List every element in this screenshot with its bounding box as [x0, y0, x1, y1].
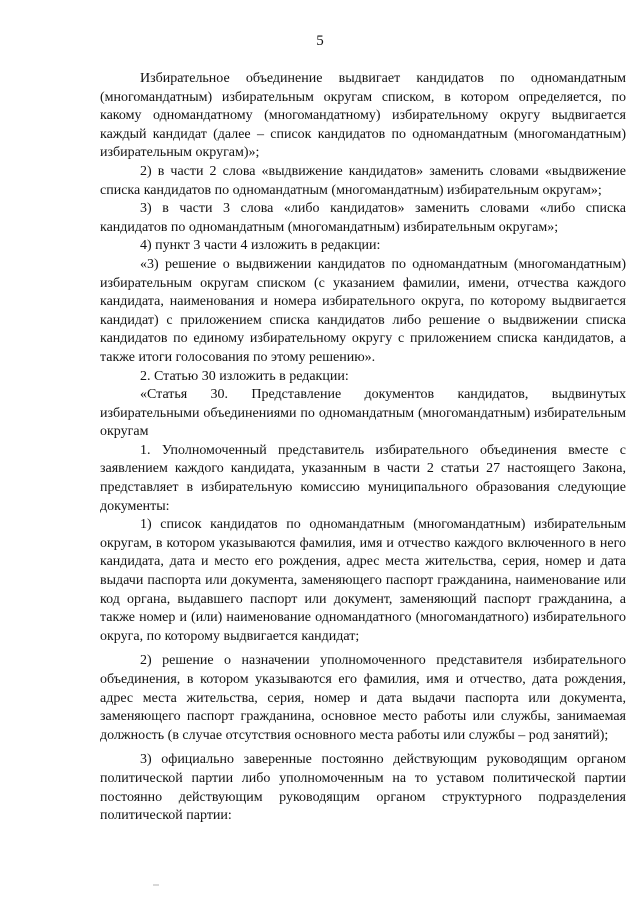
paragraph-list-item-1: 1) список кандидатов по одномандатным (многомандатным) избирательным округам, в котором указываются фамилия, имя и отчество каждого включенного в него кандидата, дата и место его рождения, адрес места жительства, серия, номер и дата выдачи паспорта или документа, заменяющего паспорт гражданина, наименование или код органа, выдавшего паспорт или документ, заменяющий паспорт гражданина, а также номер и (или) наименование одномандатного (многомандатного) избирательного округа, по которому выдвигается кандидат; — [100, 517, 626, 644]
paragraph-list-item-3: 3) официально заверенные постоянно действующим руководящим органом политической партии либо уполномоченным на то уставом политической партии постоянно действующим руководящим органом структурного подразделения политической партии: — [100, 752, 626, 824]
paragraph-item-4-part-4: 4) пункт 3 части 4 изложить в редакции: — [140, 238, 381, 254]
paragraph-candidates-list: Избирательное объединение выдвигает кандидатов по одномандатным (многомандатным) избирательным округам списком, в котором определяется, по какому одномандатному (многомандатному) избирательному округу выдвигается каждый кандидат (далее – список кандидатов по одномандатным (многомандатным) избирательным округам)»; — [100, 71, 626, 161]
document-body — [100, 70, 626, 826]
paragraph-part-1: 1. Уполномоченный представитель избирательного объединения вместе с заявлением каждого кандидата, указанным в части 2 статьи 27 настоящего Закона, представляет в избирательную комиссию муниципального образования следующие документы: — [100, 442, 626, 514]
scan-mark — [153, 884, 159, 886]
paragraph-article-30-intro: 2. Статью 30 изложить в редакции: — [140, 368, 349, 384]
paragraph-item-2-part-2: 2) в части 2 слова «выдвижение кандидатов» заменить словами «выдвижение списка кандидатов по одномандатным (многомандатным) избирательным округам»; — [100, 163, 626, 198]
paragraph-list-item-2: 2) решение о назначении уполномоченного представителя избирательного объединения, в котором указываются его фамилия, имя и отчество, дата рождения, адрес места жительства, серия, номер и дата выдачи паспорта или документа, заменяющего паспорт гражданина, основное место работы или службы, занимаемая должность (в случае отсутствия основного места работы или службы – род занятий); — [100, 653, 626, 743]
paragraph-item-3-part-3: 3) в части 3 слова «либо кандидатов» заменить словами «либо списка кандидатов по одномандатным (многомандатным) избирательным округам»; — [100, 201, 626, 235]
page-number: 5 — [316, 33, 324, 49]
article-30-heading: «Статья 30. Представление документов кандидатов, выдвинутых избирательными объединениями по одномандатным (многомандатным) избирательным округам — [100, 387, 626, 440]
paragraph-decision-quote: «3) решение о выдвижении кандидатов по одномандатным (многомандатным) избирательным округам списком (с указанием фамилии, имени, отчества каждого кандидата, наименования и номера избирательного округа, по которому выдвигается кандидат) с приложением списка кандидатов либо решение о выдвижении списка кандидатов по единому избирательному округу с приложением списка кандидатов, а также итоги голосования по этому решению». — [100, 256, 626, 365]
